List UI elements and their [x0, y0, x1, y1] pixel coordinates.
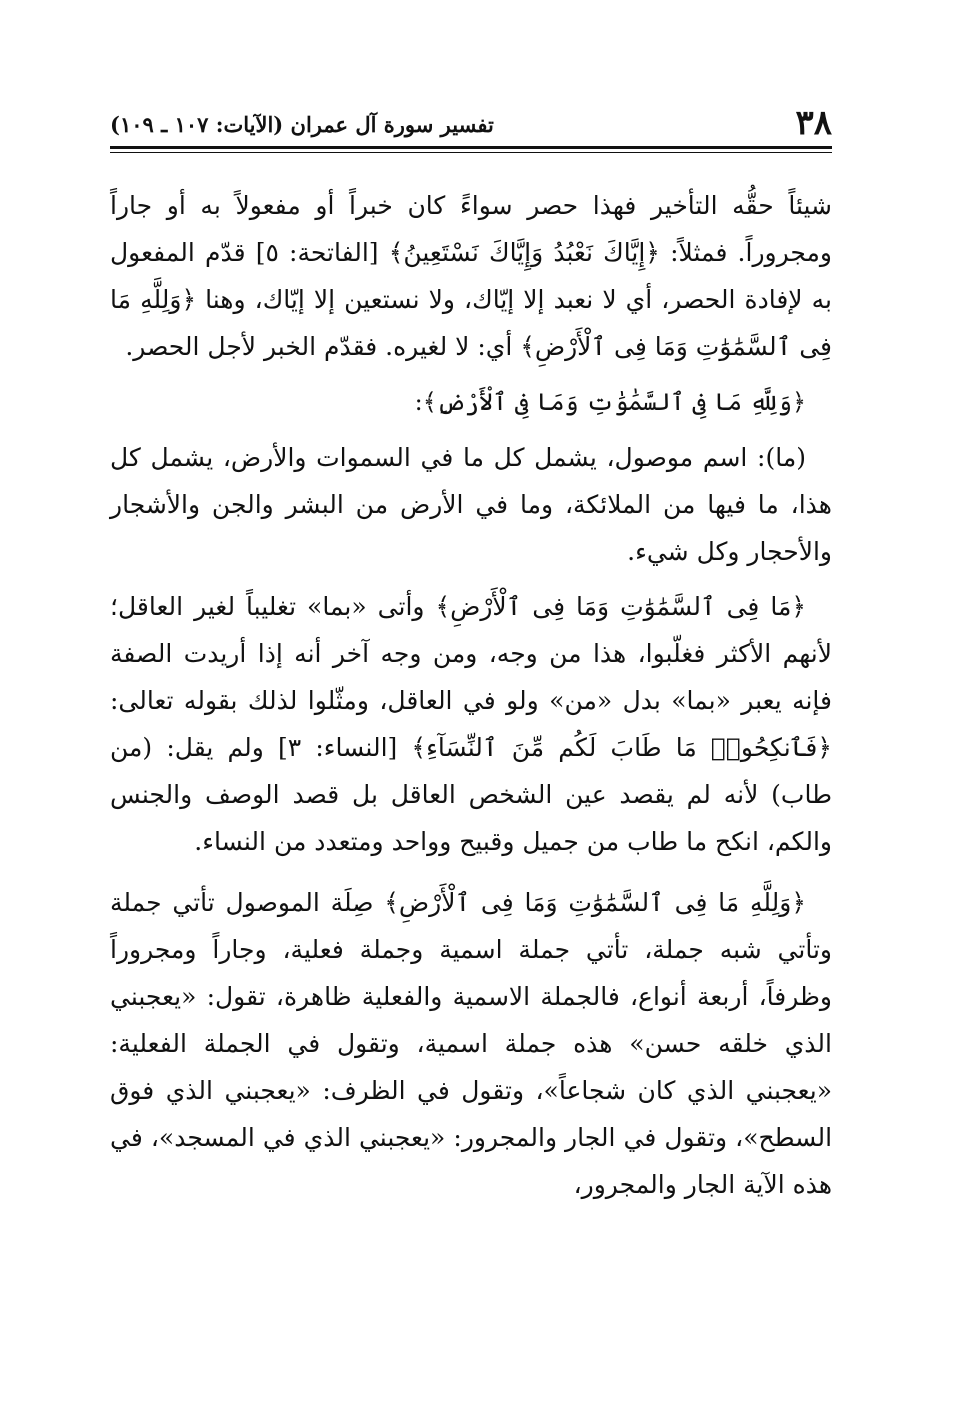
paragraph-line: الوصف والجنس والكم، انكح ما طاب من جميل وقبيح وواحد	[110, 780, 832, 856]
paragraph-line: ﴿مَا فِى ٱلسَّمَٰوَٰتِ وَمَا فِى ٱلْأَرْضِ﴾ وأتى «بما» تغليباً لغير	[194, 592, 806, 621]
page-header	[110, 104, 832, 142]
running-title: تفسير سورة آل عمران (الآيات: ١٠٧ ـ ١٠٩)	[110, 112, 494, 137]
paragraph-line: إلا إيّاك، وهنا ﴿وَلِلَّهِ مَا فِى ٱلسَّمَٰوَٰتِ وَمَا فِى ٱلْأَرْضِ﴾ أي: لا لغيره.	[110, 285, 832, 361]
paragraph-line: والجن والأشجار والأحجار وكل شيء.	[110, 490, 832, 566]
paragraph-line: ومتعدد من النساء.	[194, 827, 384, 856]
paragraph-line: قدّم المفعول به لإفادة الحصر، أي لا نعبد إلا إيّاك، ولا نستعين	[110, 238, 832, 314]
paragraph-line: لذلك بقوله تعالى: ﴿فَٱنكِحُوا۟ مَا طَابَ لَكُم مِّنَ ٱلنِّسَآءِ﴾ [النساء: ٣] ولم	[110, 686, 832, 762]
header-rule-thin	[110, 152, 832, 153]
paragraph-line: ﴿وَلِلَّهِ مَا فِى ٱلسَّمَٰوَٰتِ وَمَا فِى ٱلْأَرْضِ﴾ صِلَة الموصول تأتي	[172, 888, 807, 917]
page-body	[110, 182, 832, 1208]
paragraph-line: يشمل كل هذا، ما فيها من الملائكة، وما في الأرض من البشر	[110, 443, 832, 519]
paragraph-line: «يعجبني الذي في المسجد»، في هذه الآية الجار والمجرور،	[110, 1123, 832, 1199]
paragraph-line: الجملة الفعلية: «يعجبني الذي كان شجاعاً»، وتقول في الظرف:	[110, 1029, 833, 1105]
quran-verse-heading: ﴿وَلِلَّهِ مَا فِى ٱلسَّمَٰوَٰتِ وَمَا فِى ٱلْأَرْضِ﴾:	[414, 388, 806, 416]
paragraph-2	[110, 434, 832, 575]
paragraph-4	[110, 879, 832, 1208]
paragraph-line: أريدت الصفة فإنه يعبر «بما» بدل «من» ولو في العاقل، ومثّلوا	[110, 639, 833, 715]
paragraph-line: «يعجبني الذي فوق السطح»، وتقول في الجار والمجرور:	[110, 1076, 833, 1152]
page-number: ٣٨	[795, 103, 832, 143]
paragraph-line: (ما): اسم موصول، يشمل كل ما في السموات والأرض،	[222, 443, 806, 472]
paragraph-line: ومجروراً وظرفاً، أربعة أنواع، فالجملة الاسمية والفعلية ظاهرة،	[110, 935, 832, 1011]
paragraph-line: تقول: «يعجبني الذي خلقه حسن» هذه جملة اسمية، وتقول في	[110, 982, 832, 1058]
paragraph-line: ومجروراً. فمثلاً: ﴿إِيَّاكَ نَعْبُدُ وَإِيَّاكَ نَسْتَعِينُ﴾ [الفاتحة: ٥]	[255, 238, 832, 267]
section-heading	[110, 378, 832, 426]
paragraph-3	[110, 583, 832, 865]
paragraph-line: جملة وتأتي شبه جملة، تأتي جملة اسمية وجملة فعلية، وجاراً	[110, 888, 832, 964]
paragraph-line: يقل: (من طاب) لأنه لم يقصد عين الشخص العاقل بل قصد	[110, 733, 832, 809]
paragraph-line: العاقل؛ لأنهم الأكثر فغلّبوا، هذا من وجه، ومن وجه آخر أنه إذا	[110, 592, 832, 668]
paragraph-1	[110, 182, 832, 370]
header-rule-thick	[110, 146, 832, 149]
paragraph-line: شيئاً حقُّه التأخير فهذا حصر سواءً كان خبراً أو مفعولاً به أو جاراً	[110, 191, 832, 220]
paragraph-line: فقدّم الخبر لأجل الحصر.	[125, 332, 378, 361]
